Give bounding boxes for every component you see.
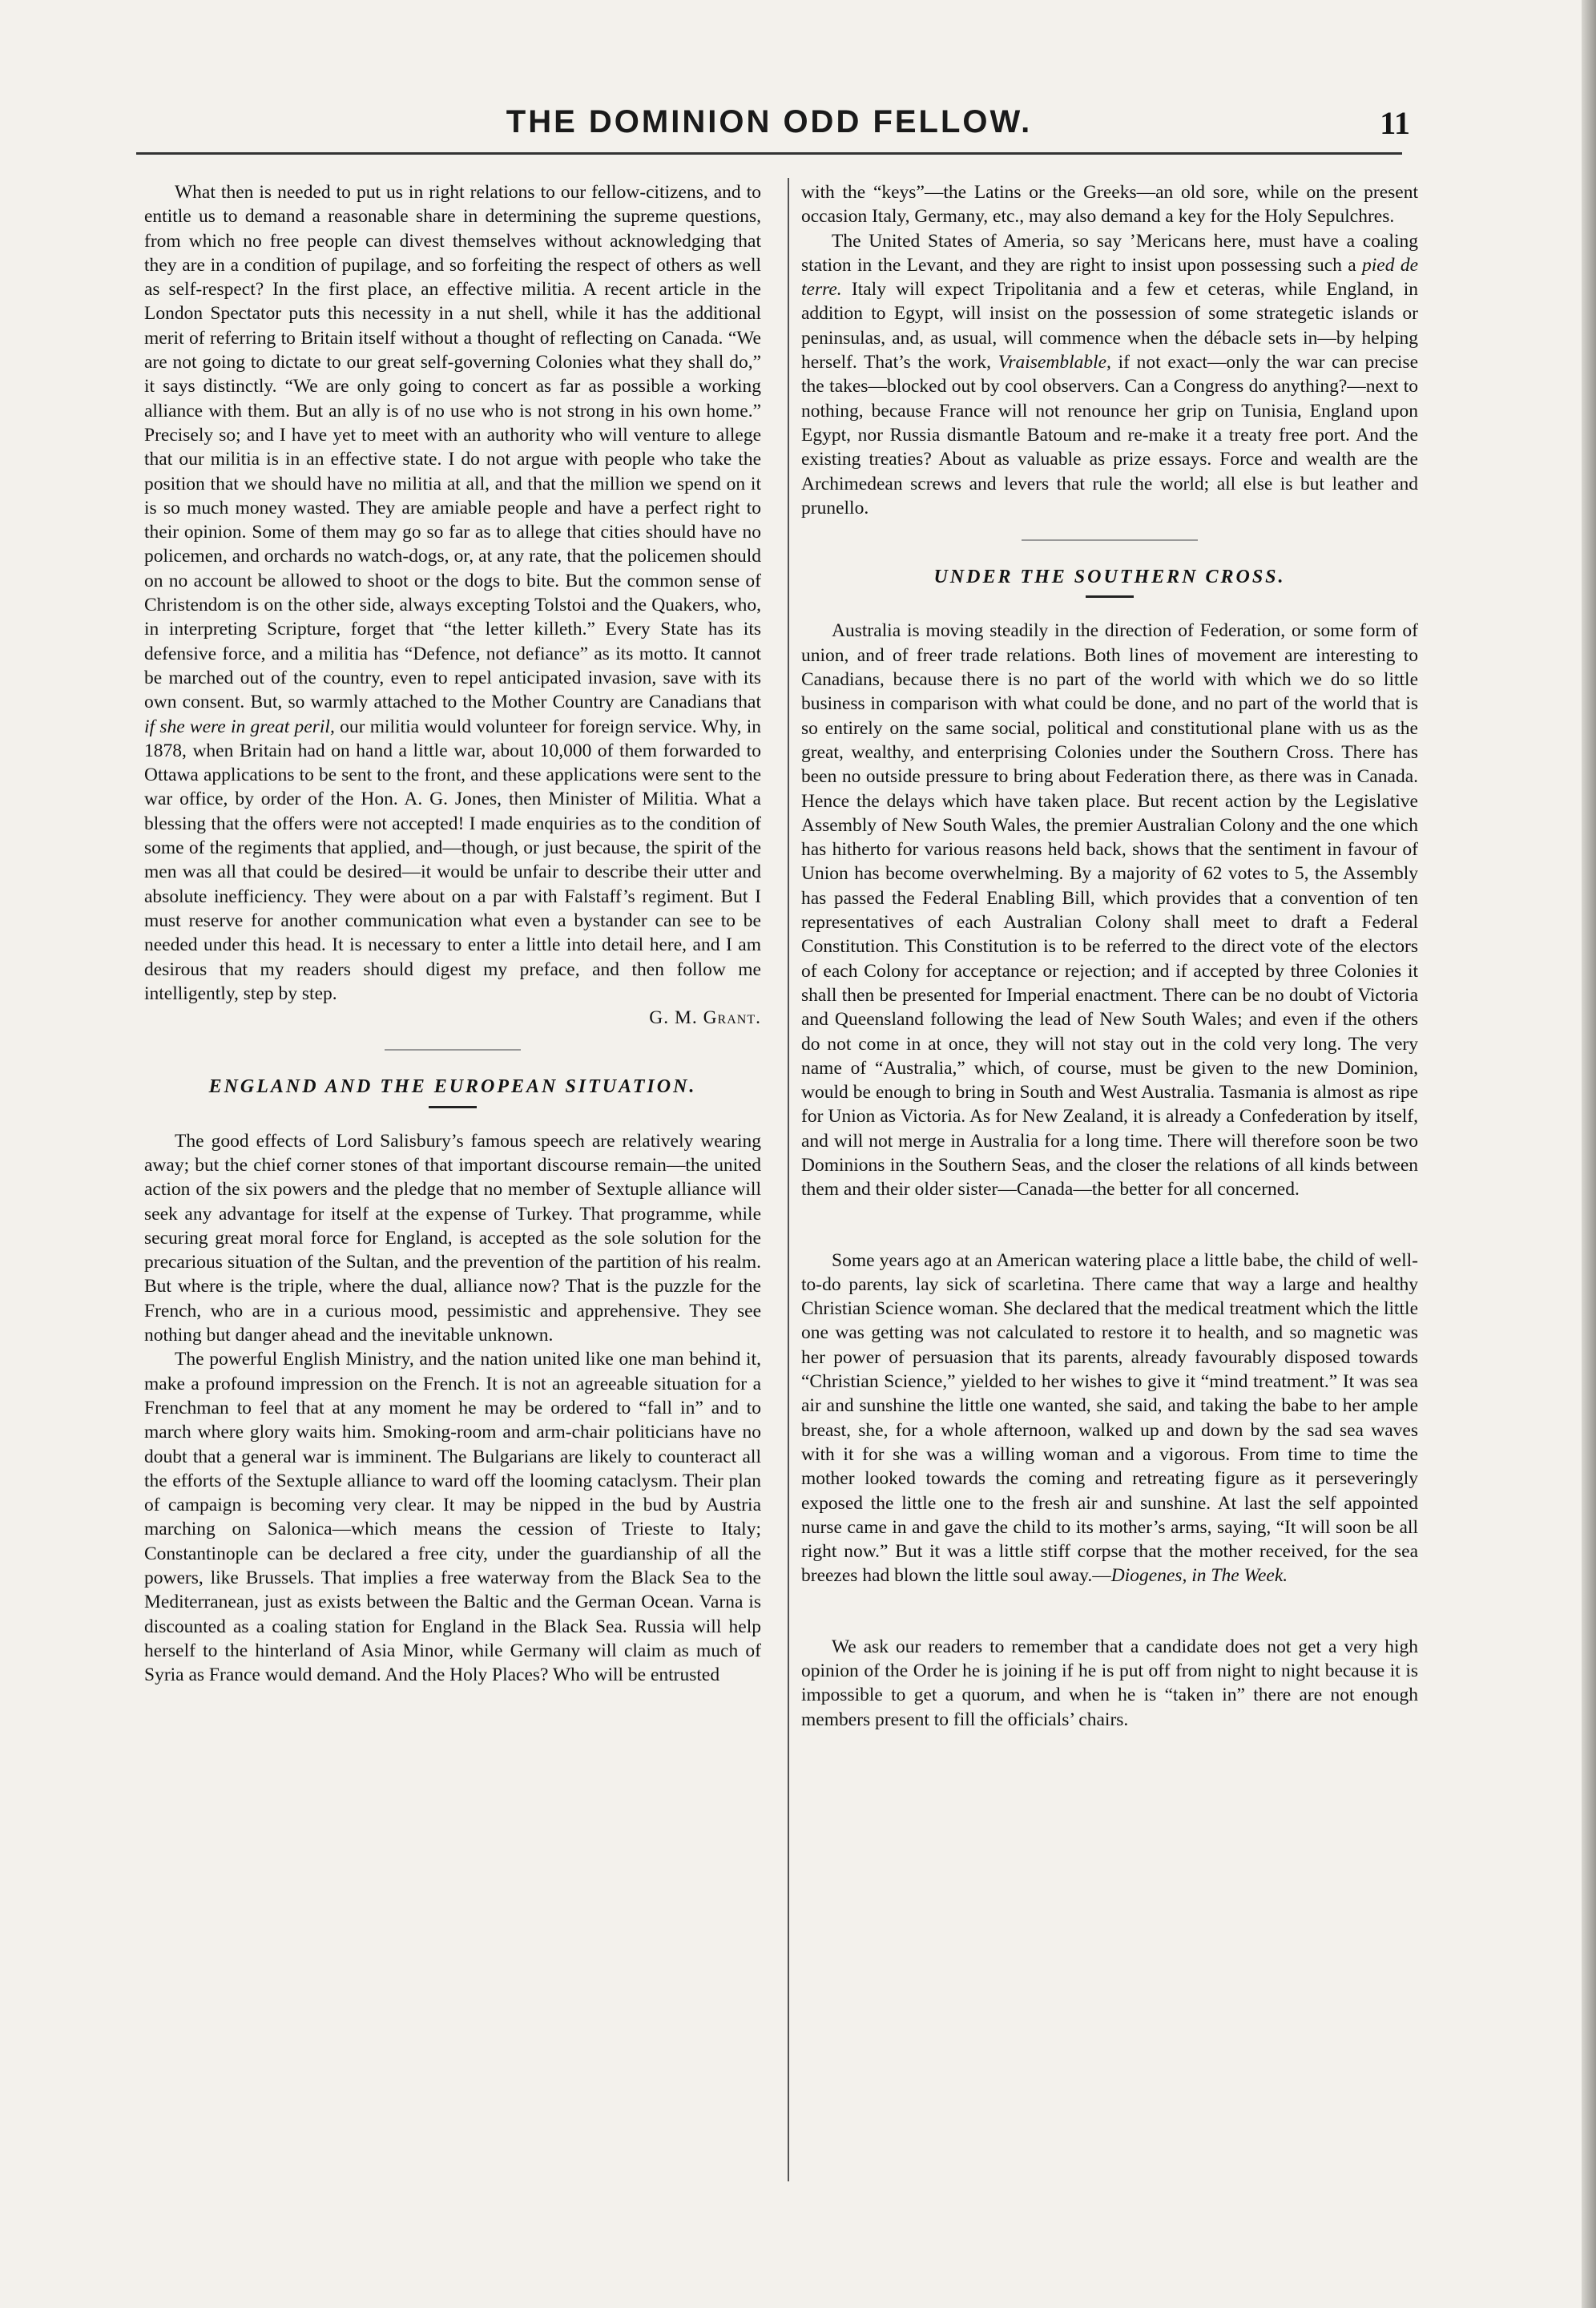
- article-paragraph: Some years ago at an American watering place a little babe, the child of well-to-do parents, lay sick of scarletina. There came that way a large and healthy Christian Science woman. She declared that the medical treatment which the little one was getting was not calculated to restore it to health, and so magnetic was her power of persuasion that its parents, already favourably disposed towards “Christian Science,” yielded to her wishes to give it “mind treatment.” It was sea air and sunshine the little one wanted, she said, and taking the babe to her ample breast, she, for a whole afternoon, walked up and down by the sad sea waves with it for she was a willing woman and a vigorous. From time to time the mother looked towards the coming and retreating figure as it perseveringly exposed the little one to the fresh air and sunshine. At last the self appointed nurse came in and gave the child to its mother’s arms, saying, “It will soon be all right now.” But it was a little stiff corpse that the mother received, for the sea breezes had blown the little soul away.—Diogenes, in The Week.: [801, 1249, 1419, 1587]
- article-paragraph: with the “keys”—the Latins or the Greeks—an old sore, while on the present occasion Italy, Germany, etc., may also demand a key for the Holy Sepulchres.: [801, 182, 1418, 228]
- section-divider: [1022, 539, 1198, 541]
- article-paragraph: The United States of Ameria, so say ’Mericans here, must have a coaling station in the Levant, and they are right to insist upon possessing such a pied de terre. Italy will expect Tripolitania and a few et ceteras, while England, in addition to Egypt, will insist on the possession of some strategetic islands or peninsulas, and, as usual, will commence when the débacle sets in—by helping herself. That’s the work, Vraisemblable, if not exact—only the war can precise the takes—blocked out by cool observers. Can a Congress do anything?—next to nothing, because France will not renounce her grip on Tunisia, England upon Egypt, nor Russia dismantle Batoum and re-make it a treaty free port. And the existing treaties? About as valuable as prize essays. Force and wealth are the Archimedean screws and levers that rule the world; all else is but leather and prunello.: [801, 230, 1419, 518]
- article-paragraph: The good effects of Lord Salisbury’s famous speech are relatively wearing away; but the chief corner stones of that important discourse remain—the united action of the six powers and the pledge that no member of Sextuple alliance will seek any advantage for itself at the expense of Turkey. That programme, while securing great moral force for England, is accepted as the sole solution for the precarious situation of the Sultan, and the prevention of the partition of his realm. But where is the triple, where the dual, alliance now? That is the puzzle for the French, who are in a curious mood, pessimistic and apprehensive. They see nothing but danger ahead and the inevitable unknown.: [144, 1130, 761, 1346]
- page-header: [128, 104, 1410, 152]
- page-number: 11: [1380, 105, 1410, 141]
- running-head: THE DOMINION ODD FELLOW.: [506, 104, 1033, 139]
- page-edge-shadow: [1582, 0, 1596, 2308]
- section-heading: ENGLAND AND THE EUROPEAN SITUATION.: [208, 1076, 697, 1098]
- left-column: [144, 180, 761, 1688]
- section-divider: [385, 1049, 521, 1051]
- article-paragraph: The powerful English Ministry, and the nation united like one man behind it, make a profound impression on the French. It is not an agreeable situation for a Frenchman to feel that at any moment he may be ordered to “fall in” and to march where glory waits him. Smoking-room and arm-chair politicians have no doubt that a general war is imminent. The Bulgarians are likely to counteract all the efforts of the Sextuple alliance to ward off the looming cataclysm. Their plan of campaign is becoming very clear. It may be nipped in the bud by Austria marching on Salonica—which means the cession of Trieste to Italy; Constantinople can be declared a free city, under the guardianship of all the powers, like Brussels. That implies a free waterway from the Black Sea to the Mediterranean, just as exists between the Baltic and the German Ocean. Varna is discounted as a coaling station for England in the Black Sea. Russia will help herself to the hinterland of Asia Minor, while Germany will claim as much of Syria as France would demand. And the Holy Places? Who will be entrusted: [144, 1349, 761, 1686]
- heading-rule: [429, 1106, 477, 1108]
- heading-rule: [1086, 595, 1134, 598]
- header-rule: [136, 152, 1402, 155]
- article-paragraph: What then is needed to put us in right relations to our fellow-citizens, and to entitle us to demand a reasonable share in determining the supreme questions, from which no free people can divest themselves without acknowledging that they are in a condition of pupilage, and so forfeiting the respect of others as well as self-respect? In the first place, an effective militia. A recent article in the London Spectator puts this necessity in a nut shell, while it has the additional merit of referring to Britain itself without a thought of reflecting on Canada. “We are not going to dictate to our great self-governing Colonies what they shall do,” it says distinctly. “We are only going to concert as far as possible a working alliance with them. But an ally is of no use who is not strong in his own home.” Precisely so; and I have yet to meet with an authority who will venture to allege that our militia is in an effective state. I do not argue with people who take the position that we should have no militia at all, and that the million we spend on it is so much money wasted. They are amiable people and have a perfect right to their opinion. Some of them may go so far as to allege that cities should have no policemen, and orchards no watch-dogs, or, at any rate, that the policemen should on no account be allowed to shoot or the dogs to bite. But the common sense of Christendom is on the other side, always excepting Tolstoi and the Quakers, who, in interpreting Scripture, forget that “the letter killeth.” Every State has its defensive force, and a militia has “Defence, not defiance” as its motto. It cannot be marched out of the country, even to repel anticipated invasion, save with its own consent. But, so warmly attached to the Mother Country are Canadians that if she were in great peril, our militia would volunteer for foreign service. Why, in 1878, when Britain had on hand a little war, about 10,000 of them forwarded to Ottawa applications to be sent to the front, and these applications were sent to the war office, by order of the Hon. A. G. Jones, then Minister of Militia. What a blessing that the offers were not accepted! I made enquiries as to the condition of some of the regiments that applied, and—though, or just because, the spirit of the men was all that could be desired—it would be unfair to describe their utter and absolute inefficiency. They were about on a par with Falstaff’s regiment. But I must reserve for another communication what even a bystander can see to be needed under this head. It is necessary to enter a little into detail here, and I am desirous that my readers should digest my preface, and then follow me intelligently, step by step.: [144, 182, 762, 1004]
- article-paragraph: Australia is moving steadily in the direction of Federation, or some form of union, and of freer trade relations. Both lines of movement are interesting to Canadians, because there is no part of the world with which we do so little business in comparison with what could be done, and no part of the world that is so entirely on the same social, political and constitutional plane with us as the great, wealthy, and enterprising Colonies under the Southern Cross. There has been no outside pressure to bring about Federation there, as there was in Canada. Hence the delays which have taken place. But recent action by the Legislative Assembly of New South Wales, the premier Australian Colony and the one which has hitherto for various reasons held back, shows that the sentiment in favour of Union has become overwhelming. By a majority of 62 votes to 5, the Assembly has passed the Federal Enabling Bill, which provides that a convention of ten representatives of each Australian Colony shall meet to draft a Federal Constitution. This Constitution is to be referred to the direct vote of the electors of each Colony for acceptance or rejection; and if accepted by three Colonies it shall then be presented for Imperial enactment. There can be no doubt of Victoria and Queensland following the lead of New South Wales; and even if the others do not come in at once, they will not stay out in the cold very long. The very name of “Australia,” which, of course, must be given to the new Dominion, would be enough to bring in South and West Australia. Tasmania is almost as ripe for Union as Victoria. As for New Zealand, it is already a Confederation by itself, and will not merge in Australia for a long time. There will therefore soon be two Dominions in the Southern Seas, and the closer the relations of all kinds between them and their older sister—Canada—the better for all concerned.: [801, 620, 1418, 1200]
- author-signature: G. M. Grant.: [649, 1007, 761, 1029]
- right-column: [801, 180, 1418, 1732]
- column-divider: [788, 178, 789, 2181]
- section-heading: UNDER THE SOUTHERN CROSS.: [933, 567, 1286, 588]
- article-paragraph: We ask our readers to remember that a candidate does not get a very high opinion of the Order he is joining if he is put off from night to night because it is impossible to get a quorum, and when he is “taken in” there are not enough members present to fill the officials’ chairs.: [801, 1636, 1418, 1730]
